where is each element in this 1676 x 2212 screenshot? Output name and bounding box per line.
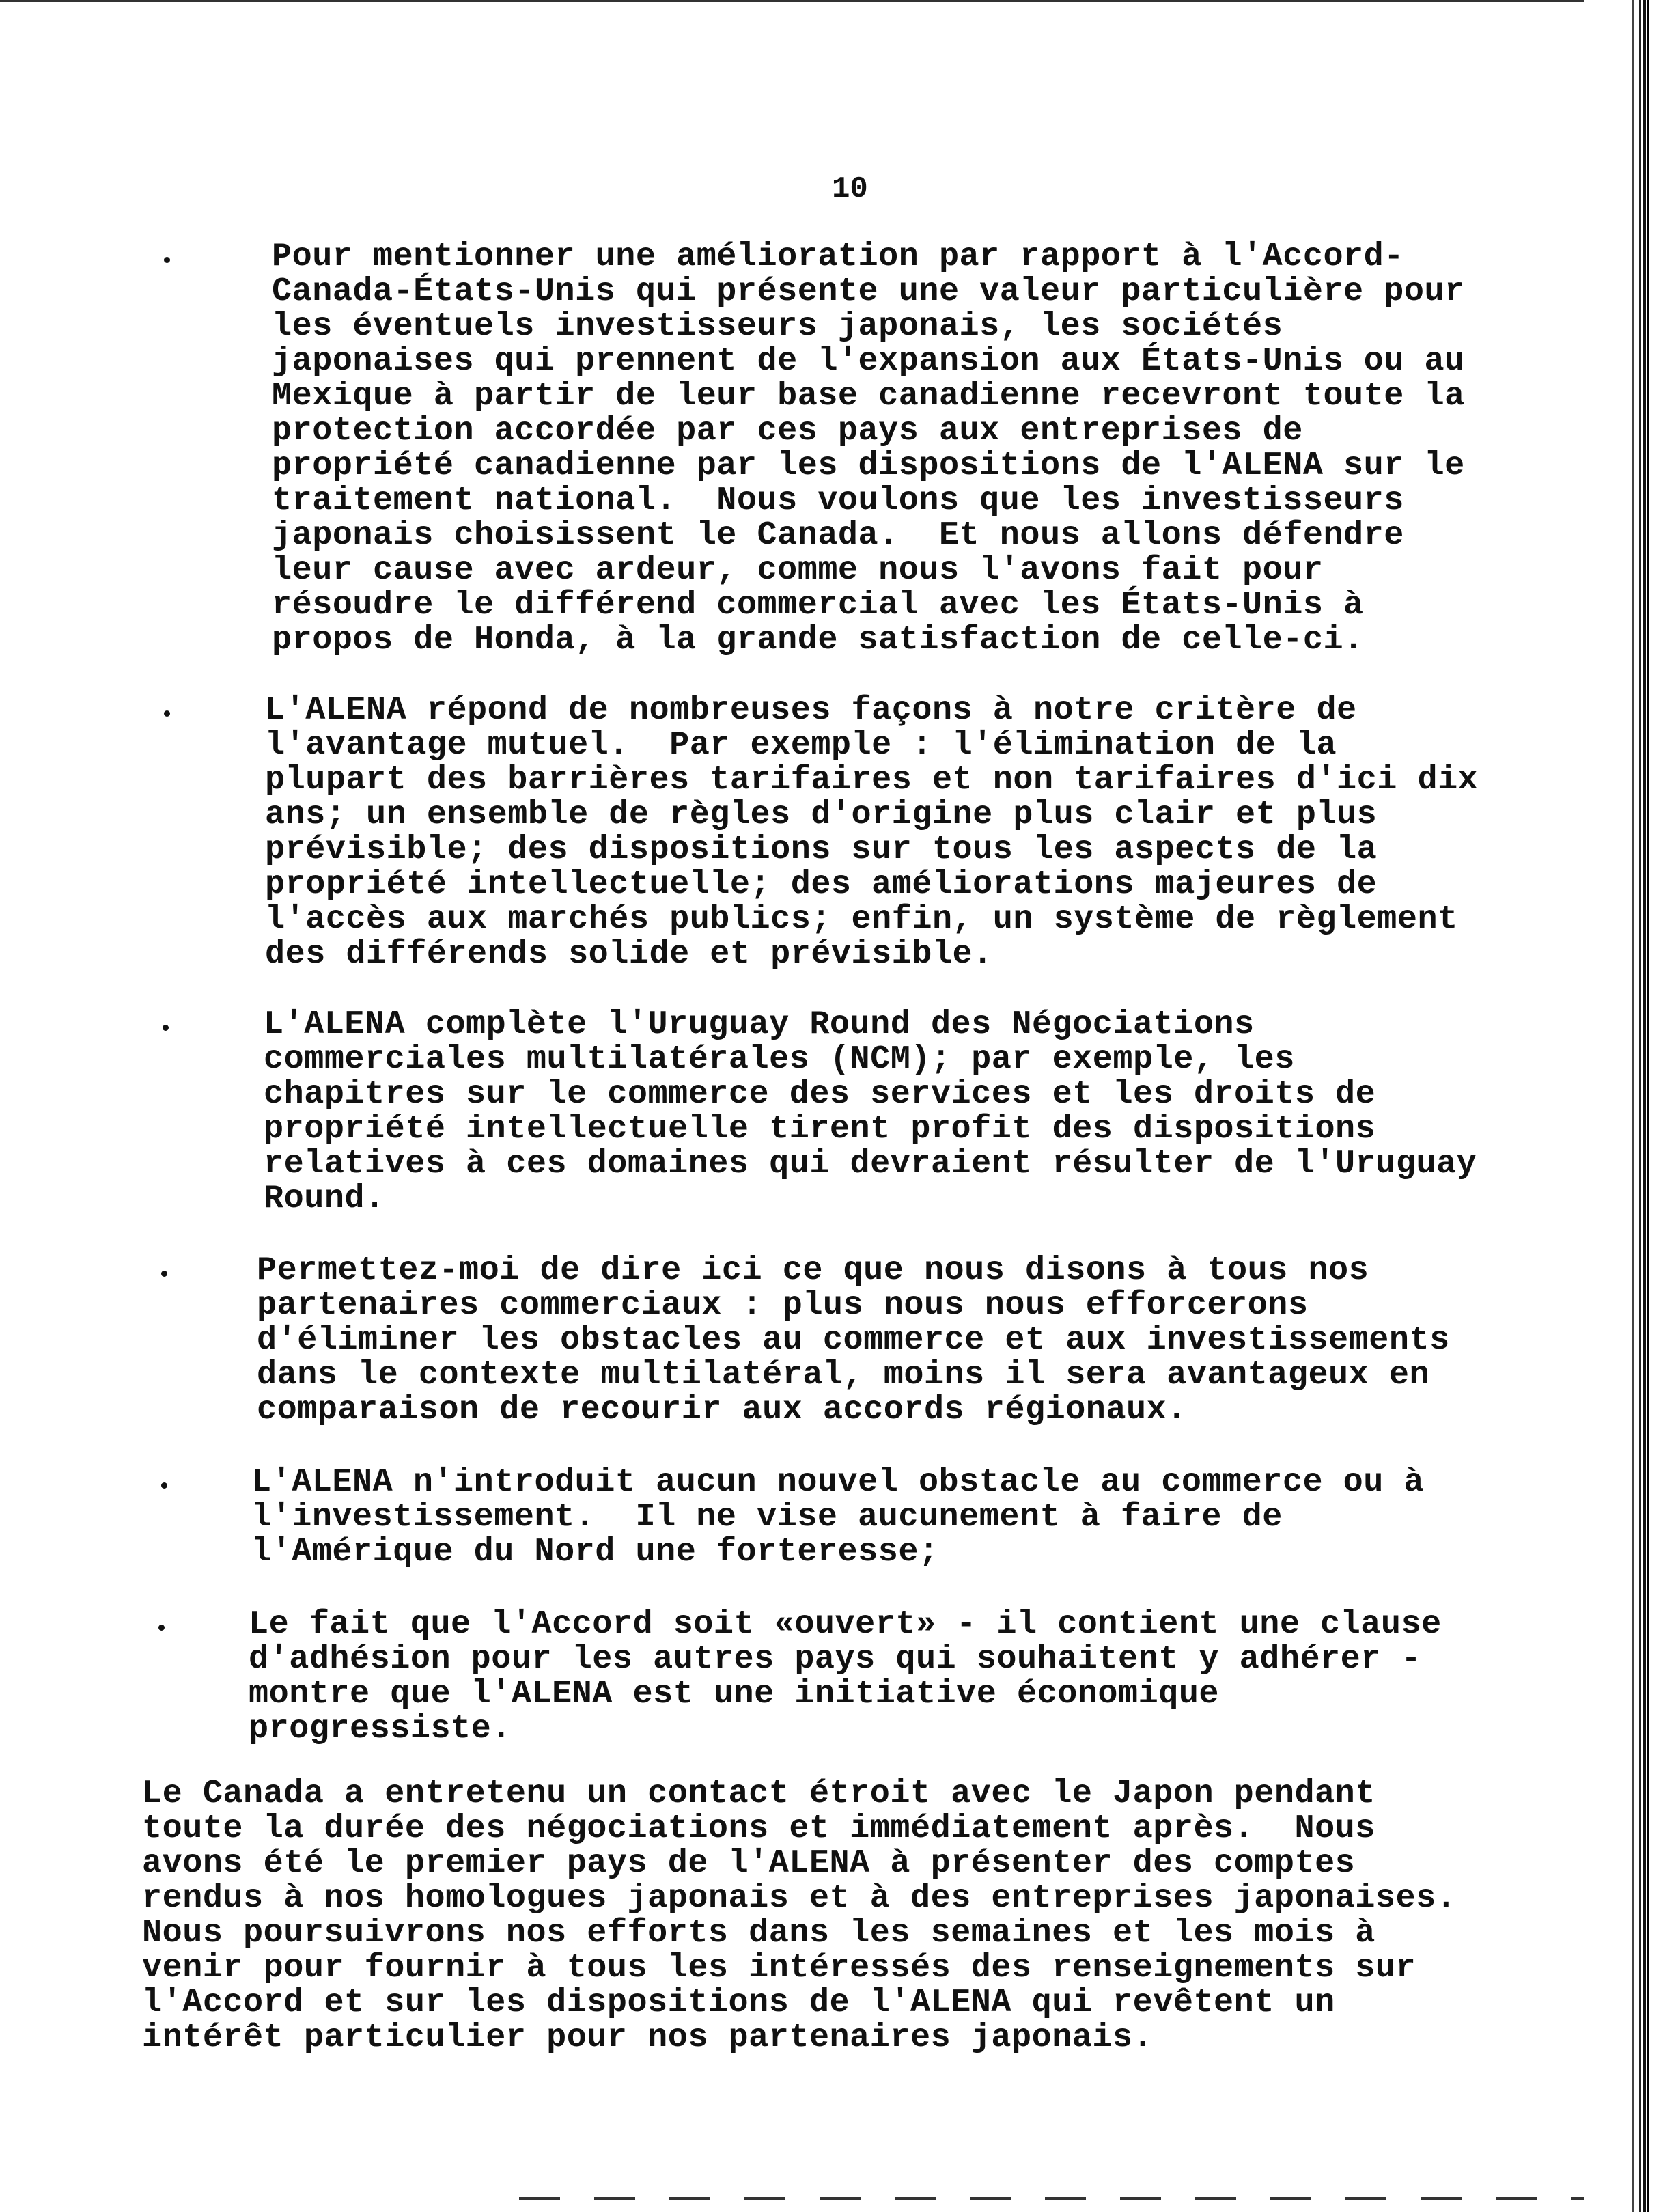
bullet-dot-icon — [158, 1625, 165, 1631]
scan-binding-edge-inner — [1632, 0, 1634, 2212]
closing-paragraph: Le Canada a entretenu un contact étroit avec le Japon pendant toute la durée des négociations et immédiatement après. Nous avons été le premier pays de l'ALENA à présenter des comptes rendus à nos homologues japonais et à des entreprises japonaises. Nous poursuivrons nos efforts dans les semaines et les mois à venir pour fournir à tous les intéressés des renseignements sur l'Accord et sur les dispositions de l'ALENA qui revêtent un intérêt particulier pour nos partenaires japonais. — [142, 1775, 1457, 2056]
bullet-dot-icon — [161, 1482, 167, 1489]
scan-top-edge — [0, 0, 1584, 2]
bullet-dot-icon — [163, 1025, 169, 1031]
bullet-text: L'ALENA complète l'Uruguay Round des Négociations commerciales multilatérales (NCM); par exemple, les chapitres sur le commerce des services et les droits de propriété intellectuelle tirent profit des dispositions relatives à ces domaines qui devraient résulter de l'Uruguay Round. — [264, 1006, 1477, 1217]
bullet-text: L'ALENA répond de nombreuses façons à notre critère de l'avantage mutuel. Par exemple : l'élimination de la plupart des barrières tarifaires et non tarifaires d'ici dix ans; un ensemble de règles d'origine plus clair et plus prévisible; des dispositions sur tous les aspects de la propriété intellectuelle; des améliorations majeures de l'accès aux marchés publics; enfin, un système de règlement des différends solide et prévisible. — [265, 691, 1479, 973]
bullet-dot-icon — [164, 257, 170, 263]
bullet-dot-icon — [161, 1271, 167, 1277]
bullet-text: Pour mentionner une amélioration par rapport à l'Accord- Canada-États-Unis qui présente une valeur particulière pour les éventuels investisseurs japonais, les sociétés japonaises qui prennent de l'expansion aux États-Unis ou au Mexique à partir de leur base canadienne recevront toute la protection accordée par ces pays aux entreprises de propriété canadienne par les dispositions de l'ALENA sur le traitement national. Nous voulons que les investisseurs japonais choisissent le Canada. Et nous allons défendre leur cause avec ardeur, comme nous l'avons fait pour résoudre le différend commercial avec les États-Unis à propos de Honda, à la grande satisfaction de celle-ci. — [272, 238, 1465, 659]
scan-bottom-dashes — [519, 2197, 1584, 2200]
scan-binding-edge — [1639, 0, 1649, 2212]
bullet-text: Permettez-moi de dire ici ce que nous disons à tous nos partenaires commerciaux : plus nous nous efforcerons d'éliminer les obstacles au commerce et aux investissements dans le contexte multilatéral, moins il sera avantageux en comparaison de recourir aux accords régionaux. — [257, 1252, 1450, 1428]
bullet-dot-icon — [164, 710, 170, 717]
page-number: 10 — [832, 172, 868, 206]
bullet-text: L'ALENA n'introduit aucun nouvel obstacle au commerce ou à l'investissement. Il ne vise aucunement à faire de l'Amérique du Nord une forteresse; — [251, 1463, 1425, 1571]
bullet-text: Le fait que l'Accord soit «ouvert» - il contient une clause d'adhésion pour les autres pays qui souhaitent y adhérer - montre que l'ALENA est une initiative économique progressiste. — [249, 1605, 1442, 1747]
